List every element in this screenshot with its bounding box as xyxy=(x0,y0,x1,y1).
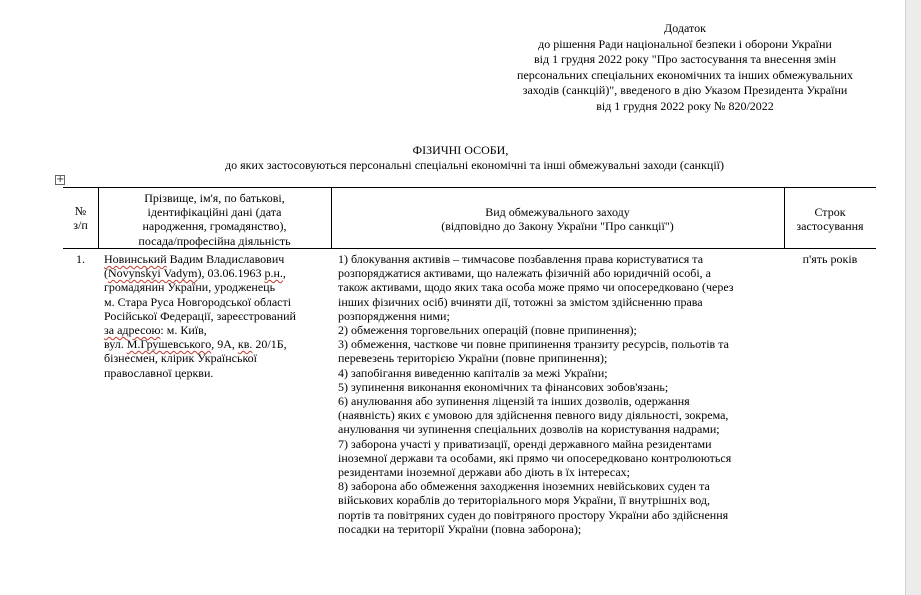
measure-line: розпорядження ними; xyxy=(338,308,450,323)
person-line: громадянин України, уродженець xyxy=(104,280,276,295)
measure-line: іноземної держави та особами, які прямо чи опосередковано контролюються xyxy=(338,450,732,465)
person-line: бізнесмен, клірик Української xyxy=(104,351,258,366)
measure-line: 7) заборона участі у приватизації, оренді державного майна резидентами xyxy=(338,436,712,451)
document-title: ФІЗИЧНІ ОСОБИ, xyxy=(412,143,509,157)
table-top-border xyxy=(63,187,876,188)
table-header-divider xyxy=(63,248,876,249)
measure-list xyxy=(338,252,734,536)
window-edge-strip xyxy=(905,0,921,595)
addendum-header xyxy=(480,21,890,114)
header-term: Строк застосування xyxy=(796,205,864,234)
move-cross-icon[interactable]: + xyxy=(56,174,65,185)
measure-line: посадки на території України (повна заборона); xyxy=(338,521,582,536)
addendum-line: персональних спеціальних економічних та інших обмежувальних xyxy=(517,67,853,82)
measure-line: 2) обмеження торговельних операцій (повне припинення); xyxy=(338,323,637,338)
term-value: п'ять років xyxy=(802,252,858,266)
measure-line: портів та повітряних суден до повітряного простору України або здійснення xyxy=(338,507,729,522)
measure-line: розпоряджатися активами, що належать фізичній або юридичній особі, а xyxy=(338,266,711,281)
person-line: за адресою: м. Київ, xyxy=(104,323,207,338)
person-line: Російської Федерації, зареєстрований xyxy=(104,308,296,323)
measure-line: анулювання чи зупинення спеціальних дозволів на користування надрами; xyxy=(338,422,720,437)
person-line: Новинський Вадим Владиславович xyxy=(104,252,285,266)
measure-line: (наявність) яких є умовою для здійснення певного виду діяльності, зокрема, xyxy=(338,408,729,423)
header-person: Прізвище, ім'я, по батькові, ідентифікаційні дані (дата народження, громадянство), посада/професійна діяльність xyxy=(138,191,291,248)
header-number: № з/п xyxy=(73,204,88,233)
row-number: 1. xyxy=(76,252,85,266)
measure-line: 1) блокування активів – тимчасове позбавлення права користуватися та xyxy=(338,252,704,266)
person-surname: Новинський xyxy=(104,252,167,266)
person-line: м. Стара Руса Новгородської області xyxy=(104,294,292,309)
measure-line: 8) заборона або обмеження заходження іноземних невійськових суден та xyxy=(338,479,710,494)
addendum-line: заходів (санкцій)", введеного в дію Указом Президента України xyxy=(522,83,848,97)
person-line: православної церкви. xyxy=(104,365,214,380)
measure-line: 3) обмеження, часткове чи повне припинення транзиту ресурсів, польотів та xyxy=(338,337,729,352)
measure-line: також активами, щодо яких така особа може прямо чи опосередковано (через xyxy=(338,280,734,295)
measure-line: 4) запобігання виведенню капіталів за межі України; xyxy=(338,365,608,380)
measure-line: військових кораблів до територіального моря України, її внутрішніх вод, xyxy=(338,493,711,508)
addendum-line: до рішення Ради національної безпеки і оборони України xyxy=(538,36,832,51)
person-line: вул. М.Грушевського, 9А, кв. 20/1Б, xyxy=(104,337,287,352)
addendum-line: від 1 грудня 2022 року № 820/2022 xyxy=(596,98,774,113)
person-latin-name: Novynskyi Vadym xyxy=(108,266,198,281)
person-details xyxy=(104,252,296,380)
header-measure: Вид обмежувального заходу (відповідно до Закону України "Про санкції") xyxy=(441,205,674,234)
measure-line: інших фізичних осіб) вчиняти дії, тотожні за змістом здійсненню права xyxy=(338,294,703,309)
window-edge-divider xyxy=(905,0,906,595)
measure-line: перевезень територією України (повне припинення); xyxy=(338,351,608,366)
measure-line: резидентами іноземної держави або діють в їх інтересах; xyxy=(338,465,631,480)
measure-line: 5) зупинення виконання економічних та фінансових зобов'язань; xyxy=(338,379,669,394)
document-subtitle: до яких застосовуються персональні спеціальні економічні та інші обмежувальні заходи (санкції) xyxy=(224,158,724,172)
person-line: (Novynskyi Vadym), 03.06.1963 р.н., xyxy=(104,266,286,281)
addendum-line: від 1 грудня 2022 року "Про застосування та внесення змін xyxy=(533,52,837,66)
measure-line: 6) анулювання або зупинення ліцензій та інших дозволів, одержання xyxy=(338,394,690,409)
addendum-line: Додаток xyxy=(664,21,706,35)
